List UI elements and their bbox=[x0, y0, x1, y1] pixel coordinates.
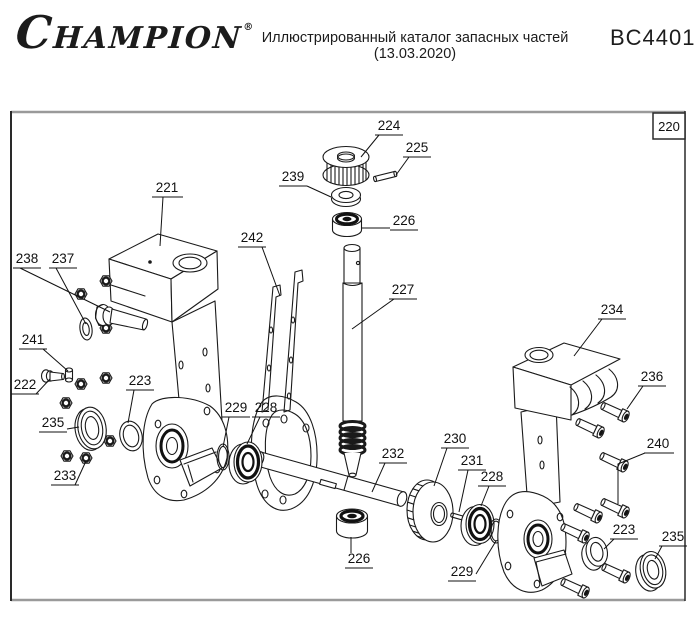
callout-label: 233 bbox=[53, 468, 77, 483]
callout-236 bbox=[627, 369, 666, 409]
callout-label: 230 bbox=[443, 431, 467, 446]
callout-leader-line bbox=[20, 268, 110, 312]
part-bolt-222 bbox=[42, 370, 65, 382]
callout-leader-line bbox=[307, 186, 331, 197]
callout-leader-line bbox=[627, 386, 643, 409]
part-washer-239 bbox=[332, 188, 361, 207]
figure-number: 220 bbox=[658, 119, 680, 134]
catalog-caption: Иллюстрированный каталог запасных частей (13.03.2020) bbox=[261, 30, 569, 62]
callout-237 bbox=[49, 251, 86, 324]
callout-label: 240 bbox=[646, 436, 670, 451]
callout-label: 229 bbox=[450, 564, 474, 579]
callout-leader-line bbox=[75, 461, 86, 485]
callout-label: 239 bbox=[281, 169, 305, 184]
part-pin-225 bbox=[373, 171, 397, 182]
callout-224 bbox=[361, 118, 403, 157]
callout-leader-line bbox=[128, 390, 134, 423]
model-code: BC4401 bbox=[610, 25, 696, 50]
callout-label: 228 bbox=[480, 469, 504, 484]
callout-label: 235 bbox=[661, 529, 685, 544]
callout-leader-line bbox=[396, 157, 409, 175]
callout-229 bbox=[448, 541, 496, 581]
callout-label: 222 bbox=[13, 377, 37, 392]
registered-mark: ® bbox=[242, 22, 254, 33]
callout-leader-line bbox=[476, 541, 496, 574]
callout-leader-line bbox=[43, 349, 68, 371]
callout-label: 237 bbox=[51, 251, 75, 266]
callout-label: 226 bbox=[347, 551, 371, 566]
callout-leader-line bbox=[459, 470, 468, 512]
callout-label: 235 bbox=[41, 415, 65, 430]
callout-leader-line bbox=[481, 486, 489, 506]
part-bearing-228-left bbox=[229, 442, 262, 484]
part-left-housing-221 bbox=[109, 234, 228, 501]
callout-235 bbox=[39, 415, 79, 432]
callout-226 bbox=[362, 213, 418, 230]
callout-leader-line bbox=[247, 417, 260, 444]
callout-leader-line bbox=[434, 448, 447, 486]
callout-label: 234 bbox=[600, 302, 624, 317]
part-oring-223-left bbox=[117, 419, 146, 453]
callout-label: 236 bbox=[640, 369, 664, 384]
callout-label: 229 bbox=[224, 400, 248, 415]
callout-label: 223 bbox=[128, 373, 152, 388]
callout-label: 227 bbox=[391, 282, 415, 297]
callout-leader-line bbox=[361, 135, 379, 157]
part-bearing-228-right bbox=[461, 505, 494, 546]
part-gear-230 bbox=[407, 480, 453, 542]
callout-226 bbox=[345, 537, 373, 568]
callout-label: 242 bbox=[240, 230, 264, 245]
part-pulley-224 bbox=[323, 147, 369, 186]
callout-228 bbox=[478, 469, 506, 506]
part-oil-seal-235-left bbox=[72, 405, 110, 453]
callout-225 bbox=[396, 140, 431, 175]
callout-leader-line bbox=[262, 247, 280, 296]
part-bearing-226-bottom bbox=[337, 509, 368, 538]
callout-label: 226 bbox=[392, 213, 416, 228]
part-bearing-226-top bbox=[333, 213, 362, 237]
callout-label: 241 bbox=[21, 332, 45, 347]
part-washer-237 bbox=[79, 317, 94, 340]
callout-label: 223 bbox=[612, 522, 636, 537]
part-worm-shaft-227 bbox=[340, 245, 365, 477]
callout-223 bbox=[604, 522, 638, 549]
brand-text: CHAMPION bbox=[14, 6, 244, 59]
callout-label: 225 bbox=[405, 140, 429, 155]
callout-242 bbox=[238, 230, 280, 296]
callout-label: 221 bbox=[155, 180, 179, 195]
callout-235 bbox=[655, 529, 687, 559]
callout-label: 232 bbox=[381, 446, 405, 461]
callout-label: 238 bbox=[15, 251, 39, 266]
callout-label: 231 bbox=[460, 453, 484, 468]
callout-label: 228 bbox=[254, 400, 278, 415]
callout-label: 224 bbox=[377, 118, 401, 133]
callout-241 bbox=[19, 332, 68, 371]
callout-233 bbox=[51, 461, 86, 485]
part-oil-seal-235-right bbox=[632, 549, 669, 593]
